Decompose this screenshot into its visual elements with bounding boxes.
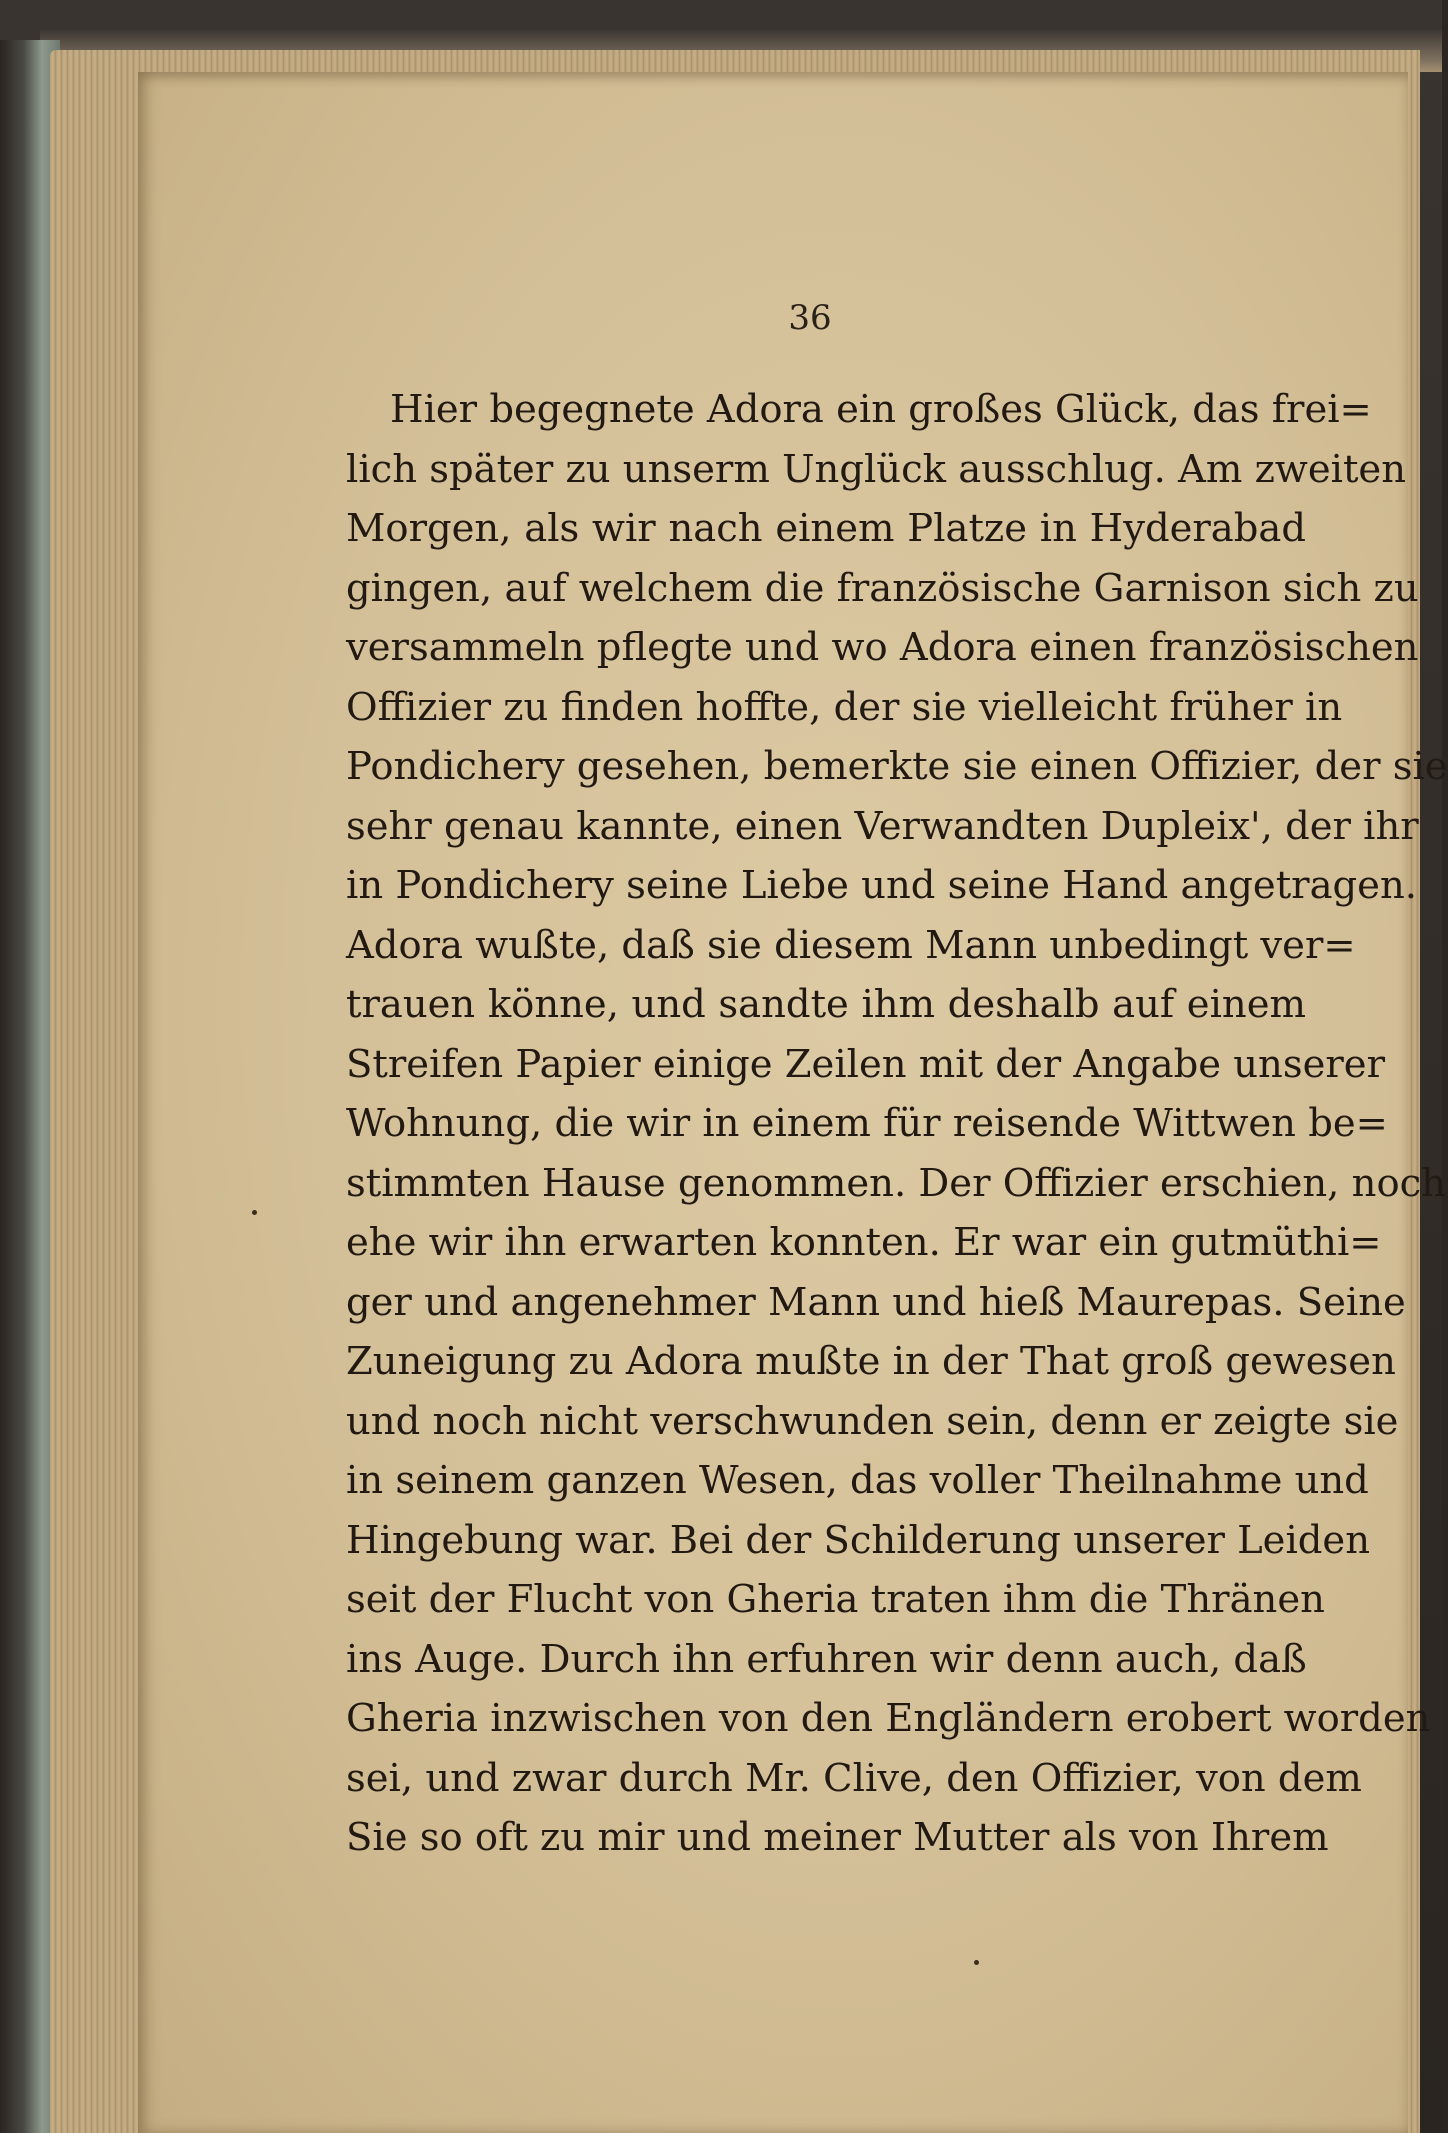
text-line: in seinem ganzen Wesen, das voller Theilnahme und <box>346 1458 1369 1503</box>
text-line: ger und angenehmer Mann und hieß Maurepas. Seine <box>346 1279 1406 1325</box>
text-line: trauen könne, und sandte ihm deshalb auf einem <box>346 982 1306 1027</box>
text-line: ins Auge. Durch ihn erfuhren wir denn auch, daß <box>346 1636 1307 1682</box>
text-line: seit der Flucht von Gheria traten ihm die Thränen <box>346 1577 1325 1622</box>
text-line: Offizier zu finden hoffte, der sie vielleicht früher in <box>346 684 1343 730</box>
text-line: lich später zu unserm Unglück ausschlug. Am zweiten <box>346 446 1406 492</box>
ink-speck <box>974 1960 979 1965</box>
text-line: stimmten Hause genommen. Der Offizier erschien, noch <box>346 1160 1446 1206</box>
text-line: sehr genau kannte, einen Verwandten Dupleix', der ihr <box>346 803 1419 849</box>
ink-speck <box>252 1210 257 1215</box>
text-line: Gheria inzwischen von den Engländern erobert worden <box>346 1696 1431 1741</box>
text-line: Wohnung, die wir in einem für reisende Wittwen be= <box>346 1101 1388 1146</box>
text-line: gingen, auf welchem die französische Garnison sich zu <box>346 565 1419 611</box>
text-line: sei, und zwar durch Mr. Clive, den Offizier, von dem <box>346 1755 1362 1801</box>
text-line: Zuneigung zu Adora mußte in der That groß gewesen <box>346 1339 1396 1384</box>
text-line: Hier begegnete Adora ein großes Glück, das frei= <box>390 387 1372 432</box>
text-line: und noch nicht verschwunden sein, denn er zeigte sie <box>346 1398 1399 1444</box>
body-text <box>346 380 1448 1868</box>
text-line: Morgen, als wir nach einem Platze in Hyderabad <box>346 506 1306 551</box>
text-line: Hingebung war. Bei der Schilderung unserer Leiden <box>346 1517 1371 1563</box>
text-line: versammeln pflegte und wo Adora einen französischen <box>346 625 1419 670</box>
text-line: Streifen Papier einige Zeilen mit der Angabe unserer <box>346 1041 1385 1087</box>
text-line: Adora wußte, daß sie diesem Mann unbedingt ver= <box>346 922 1356 968</box>
text-line: Pondichery gesehen, bemerkte sie einen Offizier, der sie <box>346 744 1448 789</box>
text-line: ehe wir ihn erwarten konnten. Er war ein gutmüthi= <box>346 1220 1382 1265</box>
text-line: Sie so oft zu mir und meiner Mutter als von Ihrem <box>346 1815 1329 1860</box>
text-line: in Pondichery seine Liebe und seine Hand angetragen. <box>346 863 1417 908</box>
page-number: 36 <box>788 298 832 338</box>
